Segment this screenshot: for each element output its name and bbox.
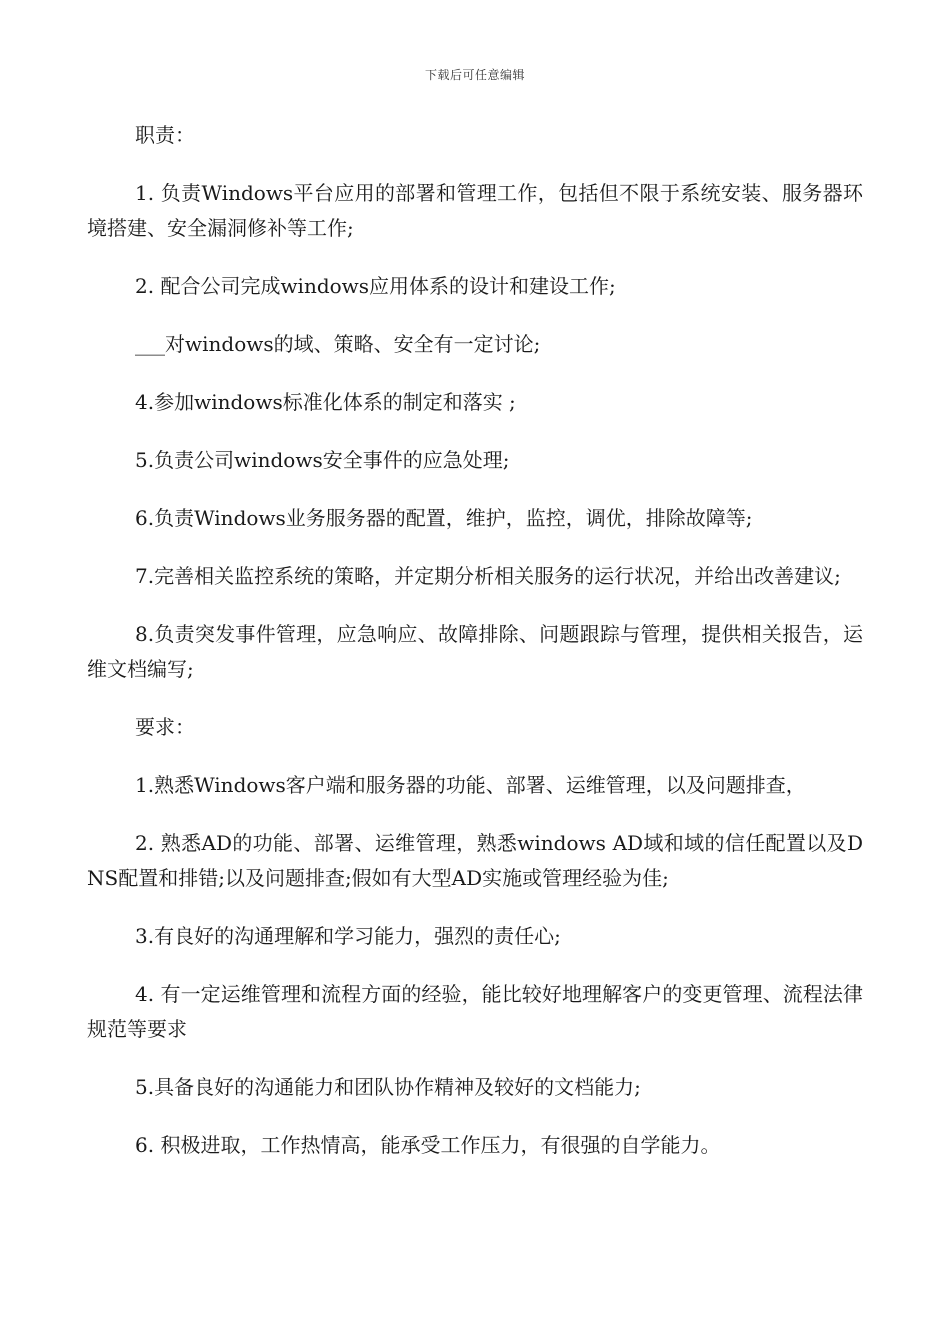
document-body bbox=[87, 118, 863, 1186]
duty-item-5: 5.负责公司windows安全事件的应急处理; bbox=[135, 448, 510, 472]
requirement-item-5: 5.具备良好的沟通能力和团队协作精神及较好的文档能力; bbox=[135, 1075, 641, 1099]
section-heading-requirements: 要求： bbox=[135, 715, 195, 739]
duty-item-2: 2. 配合公司完成windows应用体系的设计和建设工作; bbox=[135, 274, 616, 298]
requirement-item-6: 6. 积极进取，工作热情高，能承受工作压力，有很强的自学能力。 bbox=[135, 1133, 721, 1157]
header-note: 下载后可任意编辑 bbox=[424, 68, 525, 82]
duty-item-8: 8.负责突发事件管理，应急响应、故障排除、问题跟踪与管理，提供相关报告，运维文档编写; bbox=[87, 622, 863, 681]
section-heading-duties: 职责： bbox=[135, 123, 195, 147]
duty-item-1: 1. 负责Windows平台应用的部署和管理工作，包括但不限于系统安装、服务器环境搭建、安全漏洞修补等工作; bbox=[87, 181, 863, 240]
duty-item-3: ___对windows的域、策略、安全有一定讨论; bbox=[135, 332, 541, 356]
duty-item-7: 7.完善相关监控系统的策略，并定期分析相关服务的运行状况，并给出改善建议; bbox=[135, 564, 841, 588]
duty-item-4: 4.参加windows标准化体系的制定和落实 ; bbox=[135, 390, 516, 414]
requirement-item-4: 4. 有一定运维管理和流程方面的经验，能比较好地理解客户的变更管理、流程法律规范等要求 bbox=[87, 982, 863, 1041]
requirement-item-3: 3.有良好的沟通理解和学习能力，强烈的责任心; bbox=[135, 924, 561, 948]
requirement-item-2: 2. 熟悉AD的功能、部署、运维管理，熟悉windows AD域和域的信任配置以及DNS配置和排错;以及问题排查;假如有大型AD实施或管理经验为佳; bbox=[87, 831, 863, 890]
requirement-item-1: 1.熟悉Windows客户端和服务器的功能、部署、运维管理，以及问题排查， bbox=[135, 773, 806, 797]
duty-item-6: 6.负责Windows业务服务器的配置，维护，监控，调优，排除故障等; bbox=[135, 506, 753, 530]
